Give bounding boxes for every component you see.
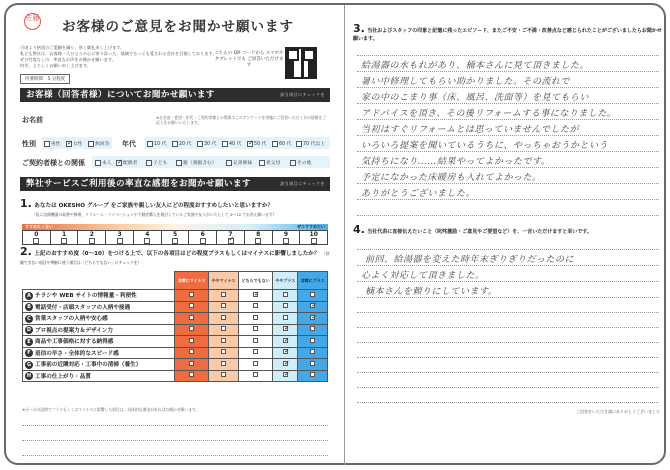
answer-line xyxy=(357,265,659,266)
checkbox[interactable] xyxy=(283,238,289,244)
cell[interactable] xyxy=(238,290,273,302)
q3-answer-line[interactable]: 家の中のこまり事（床、風呂、洗面等）を見てもらい xyxy=(361,93,590,103)
letter-badge-icon: H xyxy=(26,373,32,379)
checkbox[interactable] xyxy=(283,303,288,308)
checkbox[interactable] xyxy=(253,303,258,308)
age-option-50[interactable] xyxy=(247,140,266,147)
right-page xyxy=(344,5,666,465)
col-slightly-positive: ややプラス xyxy=(273,272,298,290)
row-label xyxy=(23,370,175,382)
letter-badge-icon: G xyxy=(26,361,32,368)
checkbox[interactable] xyxy=(176,160,182,166)
checkbox[interactable] xyxy=(221,315,226,320)
cell[interactable] xyxy=(175,324,209,336)
checkbox-checked[interactable] xyxy=(283,372,288,377)
table-row xyxy=(23,290,328,302)
checkbox-checked[interactable] xyxy=(116,160,122,166)
checkbox[interactable] xyxy=(310,361,315,366)
scale-high-label: ぜひすすめたい xyxy=(296,224,325,229)
answer-line xyxy=(357,249,659,250)
intro-line: 日頃より格別のご愛顧を賜り、厚く御礼申し上げます。 xyxy=(20,45,125,50)
row-label-text: 営業スタッフの人柄や安心感 xyxy=(35,316,108,322)
q3-answer-line[interactable]: 当初はすぐリフォームとは思っていませんでしたが xyxy=(361,125,580,135)
cell[interactable] xyxy=(209,290,239,302)
checkbox[interactable] xyxy=(290,160,296,166)
cell[interactable] xyxy=(273,290,298,302)
cell[interactable] xyxy=(273,347,298,359)
option-label: 親（義親含む） xyxy=(183,161,217,166)
checkbox[interactable] xyxy=(221,349,226,354)
question-text: あなたは OKESHO グループ をご家族や親しい友人にどの程度おすすめしたいと思いますか？ xyxy=(34,203,274,209)
table-row xyxy=(23,347,328,359)
letter-badge-icon: C xyxy=(25,315,33,323)
cell[interactable] xyxy=(238,347,273,359)
answer-line xyxy=(357,199,659,200)
cell[interactable] xyxy=(209,370,239,382)
scale-option-5[interactable] xyxy=(162,231,190,244)
answer-line xyxy=(357,103,659,104)
gender-option-none[interactable] xyxy=(88,140,109,147)
table-header-row xyxy=(23,272,328,290)
checkbox-checked[interactable] xyxy=(66,141,72,147)
table-row xyxy=(23,359,328,371)
checkbox[interactable] xyxy=(95,160,101,166)
cell[interactable] xyxy=(273,370,298,382)
gender-option-female[interactable] xyxy=(66,140,83,147)
row-label-text: 工事前の近隣対応・工事中の清掃（養生） xyxy=(35,362,142,368)
checkbox[interactable] xyxy=(189,326,194,331)
q4-answer-line[interactable]: 前回、給湯器を変えた時年末ぎりぎりだったのに xyxy=(365,255,575,265)
scale-number: 1 xyxy=(62,231,67,238)
age-option-10[interactable] xyxy=(147,140,166,147)
seal-stamp-icon: 佐藤 xyxy=(24,13,41,30)
scale-low-label: すすめたくない xyxy=(25,224,54,229)
checkbox[interactable] xyxy=(172,141,178,147)
row-label-text: 商品や工事価格に対する納得感 xyxy=(35,339,114,345)
recommend-scale xyxy=(22,230,328,245)
scale-number: 5 xyxy=(172,231,178,238)
checkbox[interactable] xyxy=(221,326,226,331)
cell[interactable] xyxy=(273,359,298,371)
q1-title xyxy=(20,197,273,210)
relation-option-parent[interactable] xyxy=(176,159,217,166)
check-note: 該当項目にチェックを xyxy=(280,92,325,97)
table-row xyxy=(23,301,328,313)
name-note: ※お名前・性別・年代・ご契約者様との関係はこのアンケートを実施にご回答いただく方の情報をご記入をお願いいたします。 xyxy=(156,115,327,125)
option-label: 30 代 xyxy=(204,142,217,147)
row-label-text: 電話受付・店頭スタッフの人柄や接遇 xyxy=(35,304,131,311)
checkbox-checked[interactable] xyxy=(247,141,253,147)
answer-line xyxy=(357,215,659,216)
q3-answer-line[interactable]: いろいろ提案を聞いているうちに、やっちゃおうかという xyxy=(361,141,609,151)
checkbox[interactable] xyxy=(310,372,315,377)
question-text: 当社代表に直接伝えたいこと（叱咤激励・ご意見やご要望など）を、一言いただけますと幸いです。 xyxy=(367,229,592,235)
answer-line xyxy=(357,135,659,136)
scale-number: 0 xyxy=(34,231,39,238)
option-label: 70 代以上 xyxy=(303,142,326,147)
checkbox[interactable] xyxy=(253,315,258,320)
cell[interactable] xyxy=(273,336,298,348)
answer-line xyxy=(357,55,659,56)
q4-answer-line[interactable]: 楠本さんを頼りにしています。 xyxy=(365,287,498,297)
age-option-40[interactable] xyxy=(222,140,241,147)
answer-line xyxy=(357,183,659,184)
q3-answer-line[interactable]: 予定になかった床暖房も入れてよかった。 xyxy=(361,173,542,183)
checkbox-checked[interactable] xyxy=(310,303,315,308)
scale-number: 6 xyxy=(200,231,205,238)
checkbox[interactable] xyxy=(189,372,194,377)
scale-option-6[interactable] xyxy=(189,231,217,244)
table-row xyxy=(23,324,328,336)
intro-line: 何卒、よろしくお願い申し上げます。 xyxy=(20,63,91,68)
checkbox[interactable] xyxy=(310,326,315,331)
section-title: お客様（回答者様）についてお聞かせ願います xyxy=(26,90,215,100)
cell[interactable] xyxy=(238,301,273,313)
checkbox[interactable] xyxy=(200,238,206,244)
letter-badge-icon: A xyxy=(25,292,33,300)
relation-option-other[interactable] xyxy=(290,159,311,166)
checkbox[interactable] xyxy=(221,292,226,297)
scale-option-1[interactable] xyxy=(51,231,79,244)
cell[interactable] xyxy=(298,336,328,348)
cell[interactable] xyxy=(298,370,328,382)
relation-option-self[interactable] xyxy=(95,159,112,166)
checkbox[interactable] xyxy=(189,315,194,320)
age-option-20[interactable] xyxy=(172,140,191,147)
scale-option-3[interactable] xyxy=(106,231,134,244)
age-label: 年代 xyxy=(122,140,136,148)
question-text: 当社およびスタッフの印象と記憶に残ったエピソード、またご不安・ご不満・改善点など感じられたことがございましたらお聞かせ願います。 xyxy=(353,28,662,42)
answer-line xyxy=(357,151,659,152)
cell[interactable] xyxy=(209,347,239,359)
cell[interactable] xyxy=(298,313,328,325)
cell[interactable] xyxy=(273,324,298,336)
q3-answer-line[interactable]: 給湯器の水もれがあり、楠本さんに見て頂きました。 xyxy=(361,61,590,71)
checkbox[interactable] xyxy=(255,238,261,244)
cell[interactable] xyxy=(175,347,209,359)
scale-number: 3 xyxy=(117,231,122,238)
checkbox[interactable] xyxy=(61,238,67,244)
letter-badge-icon: E xyxy=(25,338,33,346)
qr-caption: こちらの QR コードから スマホやタブレットでも ご回答いただけます xyxy=(214,51,284,68)
checkbox[interactable] xyxy=(44,141,50,147)
cell[interactable] xyxy=(238,370,273,382)
checkbox[interactable] xyxy=(189,338,194,343)
scale-number: 4 xyxy=(145,231,150,238)
row-label xyxy=(23,290,175,302)
age-option-60[interactable] xyxy=(272,140,291,147)
row-label xyxy=(23,313,175,325)
question-number: 2. xyxy=(20,245,32,258)
survey-sheet xyxy=(4,3,666,465)
option-label: 10 代 xyxy=(154,142,167,147)
q2-footnote: ※Ⓐ～Ⓗの設問でプラスもしくはマイナスに影響した項目は、具体的な理由があればお聞かせ願います。 xyxy=(22,407,200,412)
checkbox[interactable] xyxy=(253,338,258,343)
answer-line xyxy=(357,312,659,313)
answer-line xyxy=(357,281,659,282)
cell[interactable] xyxy=(175,301,209,313)
relation-option-child[interactable] xyxy=(146,159,167,166)
option-label: 兄弟姉妹 xyxy=(233,161,253,166)
row-label-text: 工事の仕上がり・品質 xyxy=(35,373,91,380)
checkbox[interactable] xyxy=(172,238,178,244)
checkbox[interactable] xyxy=(146,160,152,166)
answer-line xyxy=(357,297,659,298)
section-title: 弊社サービスご利用後の率直な感想をお聞かせ願います xyxy=(26,179,252,189)
cell[interactable] xyxy=(238,336,273,348)
cell[interactable] xyxy=(175,370,209,382)
cell[interactable] xyxy=(273,301,298,313)
intro-line: 私ども弊社は、お客様一人ひとりの心に寄り添った、地域でもっとも愛される会社を目指しております。ぜひ忖度なしの、率直なお声をお聞かせ願います。 xyxy=(20,51,217,62)
checkbox[interactable] xyxy=(310,338,315,343)
q3-title xyxy=(353,22,663,43)
checkbox[interactable] xyxy=(226,160,232,166)
checkbox[interactable] xyxy=(189,292,194,297)
row-label-text: チラシや WEB サイトの情報量・利便性 xyxy=(35,293,137,299)
question-subtext: （評価できない項目や判断に迷う項目は「どちらでもない」にチェックを） xyxy=(20,251,330,265)
reason-line[interactable] xyxy=(22,425,328,426)
checkbox[interactable] xyxy=(88,141,94,147)
cell[interactable] xyxy=(209,301,239,313)
reason-line[interactable] xyxy=(22,455,328,456)
checkbox[interactable] xyxy=(33,238,39,244)
checkbox[interactable] xyxy=(197,141,203,147)
qr-code-icon[interactable] xyxy=(285,47,317,79)
answer-line xyxy=(357,71,659,72)
answer-line xyxy=(357,357,659,358)
answer-line xyxy=(357,402,659,403)
checkbox[interactable] xyxy=(221,338,226,343)
col-very-positive: 非常にプラス xyxy=(298,272,328,290)
checkbox[interactable] xyxy=(147,141,153,147)
age-option-30[interactable] xyxy=(197,140,216,147)
option-label: 祖父母 xyxy=(266,161,281,166)
answer-line xyxy=(357,327,659,328)
relation-option-spouse[interactable] xyxy=(116,159,137,166)
col-slightly-negative: ややマイナス xyxy=(209,272,239,290)
scale-option-7[interactable] xyxy=(217,231,245,244)
option-label: 50 代 xyxy=(254,142,267,147)
scale-number: 2 xyxy=(89,231,94,238)
scale-option-9[interactable] xyxy=(273,231,301,244)
checkbox[interactable] xyxy=(272,141,278,147)
option-label: 本人 xyxy=(102,161,112,166)
header-blank xyxy=(23,272,175,290)
option-label: 子ども xyxy=(153,161,168,166)
scale-option-4[interactable] xyxy=(134,231,162,244)
scale-option-0[interactable] xyxy=(23,231,51,244)
checkbox[interactable] xyxy=(117,238,123,244)
checkbox[interactable] xyxy=(253,372,258,377)
question-text: 上記のおすすめ度（0～10）をつける上で、以下の各項目はどの程度プラスもしくはマイナスに影響しましたか？ xyxy=(34,251,320,257)
cell[interactable] xyxy=(238,313,273,325)
checkbox-checked[interactable] xyxy=(310,315,315,320)
option-label: その他 xyxy=(297,161,312,166)
scale-option-10[interactable] xyxy=(300,231,327,244)
option-label: 配偶者 xyxy=(123,161,138,166)
checkbox-checked[interactable] xyxy=(253,292,258,297)
checkbox[interactable] xyxy=(253,349,258,354)
answer-line xyxy=(357,342,659,343)
option-label: 男性 xyxy=(51,142,61,147)
checkbox[interactable] xyxy=(283,315,288,320)
question-number: 3. xyxy=(353,22,365,35)
check-note: 該当項目にチェックを xyxy=(280,181,325,186)
q4-title xyxy=(353,223,663,236)
checkbox[interactable] xyxy=(311,238,317,244)
row-label-text: プロ視点の提案力＆デザイン力 xyxy=(35,327,113,334)
impact-table xyxy=(22,271,328,382)
q3-answer-line[interactable]: ありがとうございました。 xyxy=(361,189,476,199)
checkbox[interactable] xyxy=(253,326,258,331)
gender-label: 性別 xyxy=(22,140,36,148)
checkbox-checked[interactable] xyxy=(283,326,288,331)
q4-answer-line[interactable]: 心よく対応して頂きました。 xyxy=(361,271,485,281)
checkbox-checked[interactable] xyxy=(283,338,288,343)
row-label xyxy=(23,347,175,359)
checkbox[interactable] xyxy=(310,349,315,354)
checkbox[interactable] xyxy=(189,361,194,366)
cell[interactable] xyxy=(298,324,328,336)
cell[interactable] xyxy=(273,313,298,325)
checkbox[interactable] xyxy=(310,292,315,297)
cell[interactable] xyxy=(298,301,328,313)
question-number: 1. xyxy=(20,197,32,210)
checkbox[interactable] xyxy=(221,303,226,308)
answer-line xyxy=(357,372,659,373)
checkbox[interactable] xyxy=(283,292,288,297)
q2-title xyxy=(20,245,330,267)
checkbox[interactable] xyxy=(144,238,150,244)
cell[interactable] xyxy=(238,359,273,371)
checkbox[interactable] xyxy=(89,238,95,244)
answer-line xyxy=(357,387,659,388)
letter-badge-icon: B xyxy=(25,303,33,311)
option-label: 60 代 xyxy=(279,142,292,147)
section-customer-header xyxy=(20,88,330,102)
checkbox[interactable] xyxy=(296,141,302,147)
scale-number: 8 xyxy=(256,231,261,238)
cell[interactable] xyxy=(175,359,209,371)
scale-number: 9 xyxy=(283,231,289,238)
time-required-badge: 所要時間 5 分程度 xyxy=(20,74,70,84)
cell[interactable] xyxy=(298,290,328,302)
row-label xyxy=(23,324,175,336)
letter-badge-icon: F xyxy=(25,349,33,357)
row-label xyxy=(23,336,175,348)
letter-badge-icon: D xyxy=(26,327,32,333)
cell[interactable] xyxy=(298,347,328,359)
option-label: 無回答 xyxy=(95,142,110,147)
scale-option-8[interactable] xyxy=(245,231,273,244)
row-label xyxy=(23,301,175,313)
option-label: 40 代 xyxy=(229,142,242,147)
q3-answer-line[interactable]: 暑い中修理してもらい助かりました。その流れで xyxy=(361,77,571,87)
gender-option-male[interactable] xyxy=(44,140,61,147)
scale-option-2[interactable] xyxy=(78,231,106,244)
age-option-70[interactable] xyxy=(296,140,325,147)
cell[interactable] xyxy=(209,324,239,336)
cell[interactable] xyxy=(175,290,209,302)
checkbox[interactable] xyxy=(221,361,226,366)
left-page xyxy=(6,5,341,465)
cell[interactable] xyxy=(238,324,273,336)
intro-text xyxy=(20,45,220,69)
checkbox-checked[interactable] xyxy=(228,238,234,244)
answer-line xyxy=(357,119,659,120)
table-row xyxy=(23,313,328,325)
col-very-negative: 非常にマイナス xyxy=(175,272,209,290)
q3-answer-line[interactable]: アドバイスを頂き、その後リフォームする事になりました。 xyxy=(361,109,617,119)
thanks-text: ご回答をいただき誠にありがとうございました xyxy=(576,409,660,414)
section-service-header xyxy=(20,177,330,191)
q1-subtext: （仮に設備機器の取替や修理、リフォーム・リノベーションや不動産購入を検討しているご家族や友人がいたとして 0～10 でお答え願います） xyxy=(32,212,277,217)
name-label: お名前 xyxy=(22,116,43,124)
checkbox[interactable] xyxy=(189,303,194,308)
col-neutral: どちらでもない xyxy=(238,272,273,290)
page-title: お客様のご意見をお聞かせ願います xyxy=(62,19,294,35)
checkbox[interactable] xyxy=(259,160,265,166)
checkbox[interactable] xyxy=(253,361,258,366)
row-label xyxy=(23,359,175,371)
answer-line xyxy=(357,87,659,88)
cell[interactable] xyxy=(175,313,209,325)
option-label: 女性 xyxy=(73,142,83,147)
checkbox[interactable] xyxy=(221,372,226,377)
cell[interactable] xyxy=(209,359,239,371)
relation-label: ご契約者様との関係 xyxy=(22,159,85,167)
reason-line[interactable] xyxy=(22,440,328,441)
scale-number: 10 xyxy=(309,231,318,238)
table-row xyxy=(23,370,328,382)
question-number: 4. xyxy=(353,223,365,236)
table-row xyxy=(23,336,328,348)
cell[interactable] xyxy=(175,336,209,348)
relation-option-sibling[interactable] xyxy=(226,159,252,166)
q3-answer-line[interactable]: 気持ちになり……結果やってよかったです。 xyxy=(361,157,551,167)
checkbox[interactable] xyxy=(222,141,228,147)
option-label: 20 代 xyxy=(179,142,192,147)
answer-line xyxy=(357,167,659,168)
checkbox-checked[interactable] xyxy=(283,349,288,354)
row-label-text: 返信の早さ・全体的なスピード感 xyxy=(35,350,119,357)
cell[interactable] xyxy=(209,313,239,325)
checkbox[interactable] xyxy=(189,349,194,354)
checkbox-checked[interactable] xyxy=(283,361,288,366)
cell[interactable] xyxy=(209,336,239,348)
relation-option-grandparent[interactable] xyxy=(259,159,280,166)
cell[interactable] xyxy=(298,359,328,371)
